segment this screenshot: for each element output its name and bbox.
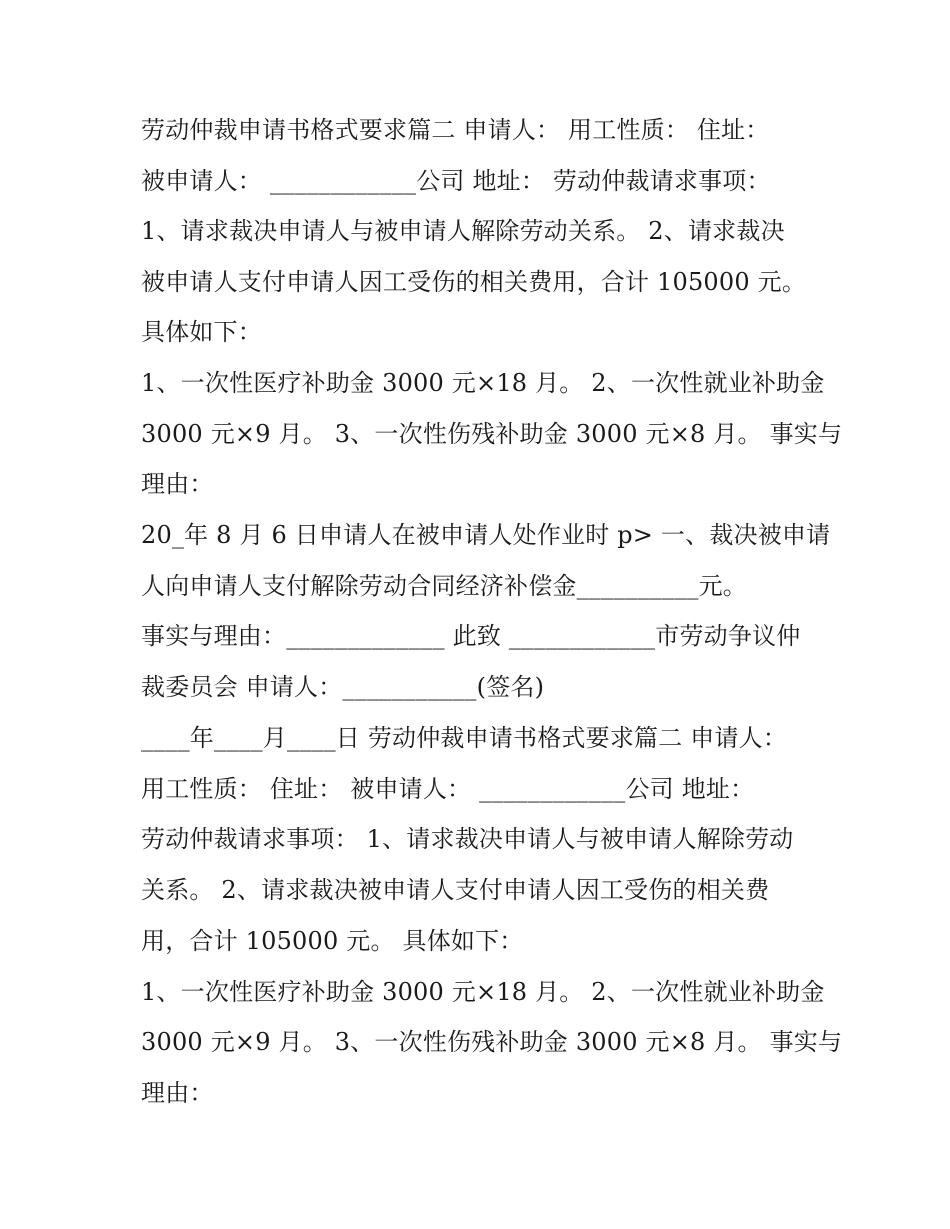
- text-line: ____年____月____日 劳动仲裁申请书格式要求篇二 申请人：: [141, 724, 788, 752]
- text-line: 3000 元×9 月。 3、一次性伤残补助金 3000 元×8 月。 事实与: [141, 420, 843, 448]
- text-line: 具体如下：: [141, 318, 262, 346]
- text-line: 理由：: [141, 1079, 214, 1107]
- text-line: 事实与理由：_____________ 此致 ____________市劳动争议仲: [141, 622, 801, 650]
- text-line: 理由：: [141, 470, 214, 498]
- text-line: 3000 元×9 月。 3、一次性伤残补助金 3000 元×8 月。 事实与: [141, 1028, 843, 1056]
- text-line: 1、请求裁决申请人与被申请人解除劳动关系。 2、请求裁决: [141, 217, 785, 245]
- text-line: 关系。 2、请求裁决被申请人支付申请人因工受伤的相关费: [141, 876, 770, 904]
- text-line: 裁委员会 申请人：___________(签名): [141, 673, 545, 701]
- text-line: 劳动仲裁请求事项： 1、请求裁决申请人与被申请人解除劳动: [141, 825, 794, 853]
- text-line: 20_年 8 月 6 日申请人在被申请人处作业时 p> 一、裁决被申请: [141, 521, 831, 549]
- text-line: 被申请人支付申请人因工受伤的相关费用，合计 105000 元。: [141, 268, 807, 296]
- text-line: 用，合计 105000 元。 具体如下：: [141, 927, 524, 955]
- text-line: 1、一次性医疗补助金 3000 元×18 月。 2、一次性就业补助金: [141, 369, 825, 397]
- text-line: 被申请人： ____________公司 地址： 劳动仲裁请求事项：: [141, 167, 771, 195]
- text-line: 劳动仲裁申请书格式要求篇二 申请人： 用工性质： 住址：: [141, 116, 770, 144]
- text-line: 人向申请人支付解除劳动合同经济补偿金__________元。: [141, 572, 747, 600]
- text-line: 用工性质： 住址： 被申请人： ____________公司 地址：: [141, 775, 755, 803]
- text-line: 1、一次性医疗补助金 3000 元×18 月。 2、一次性就业补助金: [141, 978, 825, 1006]
